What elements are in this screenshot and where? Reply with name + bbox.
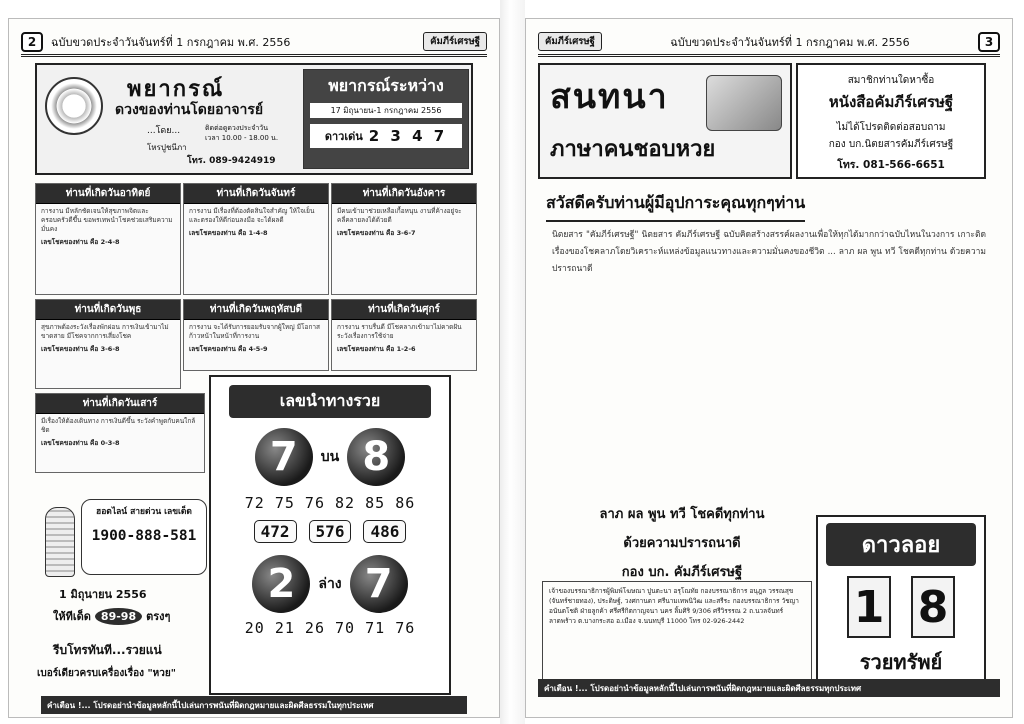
number: 86 bbox=[395, 494, 416, 512]
hotline-ad bbox=[81, 499, 207, 575]
right-page-header bbox=[538, 29, 1000, 57]
star-label: ดาวเด่น bbox=[324, 130, 363, 143]
section-body: การงาน มีหลักชัดเจนให้สุขภาพจิตและครอบครัวดีขึ้น ขอพรเทพนำโชคช่วยเสริมความมั่นคง bbox=[41, 207, 173, 233]
section-sunday bbox=[35, 183, 181, 295]
page-number: 3 bbox=[978, 32, 1000, 52]
number: 85 bbox=[365, 494, 386, 512]
page-number: 2 bbox=[21, 32, 43, 52]
section-title: ท่านที่เกิดวันอังคาร bbox=[332, 184, 476, 204]
section-body: การงาน จะได้รับการยอมรับจากผู้ใหญ่ มีโอกาสก้าวหน้าในหน้าที่การงาน bbox=[189, 323, 321, 340]
subscribe-line4: กอง บก.นิตยสารคัมภีร์เศรษฐี bbox=[828, 139, 954, 150]
subscribe-line2: หนังสือคัมภีร์เศรษฐี bbox=[828, 93, 954, 111]
ad-subheading: ดวงของท่านโดยอาจารย์ bbox=[115, 102, 264, 118]
article-body: นิตยสาร "คัมภีร์เศรษฐี" นิตยสาร คัมภีร์เศรษฐี ฉบับคิดสร้างสรรค์ผลงานเพื่อให้ทุกได้มากกว่าฉบับไหนในวงการ เกาะติดเรื่องของโชคลาภโดยวิเคราะห์แหล่งข้อมูลแนวทางและความมั่นคงของชีวิต ... ลาภ ผล พูน ทวี โชคดีทุกท่าน ด้วยความปรารถนาดี bbox=[552, 230, 986, 274]
promo-text-after: ตรงๆ bbox=[146, 610, 171, 623]
signoff-line1: ลาภ ผล พูน ทวี โชคดีทุกท่าน bbox=[599, 507, 765, 522]
promo-box bbox=[37, 585, 207, 695]
number: 76 bbox=[395, 619, 416, 637]
top-digit-ball: 7 bbox=[255, 428, 313, 486]
issue-title: ฉบับขวดประจำวันจันทร์ที่ 1 กรกฎาคม พ.ศ. 2556 bbox=[51, 35, 291, 49]
promo-text-before: ให้ทีเด็ด bbox=[53, 610, 91, 623]
credits-box bbox=[542, 581, 812, 685]
page-gutter bbox=[500, 0, 525, 724]
hotline-label: ฮอตไลน์ สายด่วน เลขเด็ด bbox=[96, 507, 192, 517]
star-numbers: 2 3 4 7 bbox=[368, 127, 448, 145]
signoff-line2: ด้วยความปรารถนาดี bbox=[623, 536, 741, 551]
number: 20 bbox=[244, 619, 265, 637]
three-digit-number: 486 bbox=[363, 520, 406, 543]
forecast-dates: 17 มิถุนายน-1 กรกฎาคม 2556 bbox=[310, 103, 462, 118]
three-digit-number: 576 bbox=[309, 520, 352, 543]
section-lucky: เลขโชคของท่าน คือ 1-4-8 bbox=[189, 229, 268, 237]
lucky-box-title: เลขนำทางรวย bbox=[229, 385, 431, 418]
floating-caption: รวยทรัพย์ bbox=[859, 650, 943, 674]
section-lucky: เลขโชคของท่าน คือ 3-6-8 bbox=[41, 345, 120, 353]
ad-hours: เวลา 10.00 - 18.00 น. bbox=[205, 134, 279, 142]
subscribe-line3: ไม่ได้โปรดติดต่อสอบถาม bbox=[836, 122, 946, 133]
top-digit-ball: 8 bbox=[347, 428, 405, 486]
section-body: สุขภาพต้องระวังเรื่องพักผ่อน การเงินเข้ามาไม่ขาดสาย มีโชคจากการเสี่ยงโชค bbox=[41, 323, 169, 340]
forecast-title: พยากรณ์ระหว่าง bbox=[328, 76, 444, 95]
footer-warning: คำเตือน !... โปรดอย่านำข้อมูลหลักนี้ไปเล่นการพนันที่ผิดกฎหมายและผิดศีลธรรมทุกประเทศ bbox=[538, 679, 1000, 697]
section-thursday bbox=[183, 299, 329, 371]
number: 71 bbox=[365, 619, 386, 637]
people-illustration bbox=[706, 75, 782, 131]
floating-digit: 8 bbox=[911, 576, 955, 638]
section-title: ท่านที่เกิดวันพฤหัสบดี bbox=[184, 300, 328, 320]
number: 76 bbox=[304, 494, 325, 512]
left-page bbox=[8, 18, 500, 718]
section-tuesday bbox=[331, 183, 477, 295]
footer-warning: คำเตือน !... โปรดอย่านำข้อมูลหลักนี้ไปเล่นการพนันที่ผิดกฎหมายและผิดศีลธรรมในทุกประเทศ bbox=[41, 696, 467, 714]
section-lucky: เลขโชคของท่าน คือ 2-4-8 bbox=[41, 238, 120, 246]
section-saturday bbox=[35, 393, 205, 473]
section-body: การงาน มีเรื่องที่ต้องตัดสินใจสำคัญ ให้ใจเย็นและตรองให้ดีก่อนลงมือ จะได้ผลดี bbox=[189, 207, 315, 224]
floating-numbers-box bbox=[816, 515, 986, 687]
issue-title: ฉบับขวดประจำวันจันทร์ที่ 1 กรกฎาคม พ.ศ. 2556 bbox=[670, 35, 910, 49]
forecast-box bbox=[303, 69, 469, 169]
section-lucky: เลขโชคของท่าน คือ 3-6-7 bbox=[337, 229, 416, 237]
three-digit-number: 472 bbox=[254, 520, 297, 543]
mascot-icon bbox=[45, 507, 75, 577]
ad-phone: โทร. 089-9424919 bbox=[187, 156, 276, 166]
subscribe-phone[interactable]: โทร. 081-566-6651 bbox=[837, 159, 945, 171]
top-label: บน bbox=[320, 449, 340, 465]
number: 21 bbox=[274, 619, 295, 637]
hotline-number[interactable]: 1900-888-581 bbox=[91, 528, 197, 544]
floating-digit: 1 bbox=[847, 576, 891, 638]
bottom-label: ล่าง bbox=[318, 576, 342, 592]
section-body: การงาน ราบรื่นดี มีโชคลาภเข้ามาไม่คาดฝัน ระวังเรื่องการใช้จ่าย bbox=[337, 323, 462, 340]
floating-title: ดาวลอย bbox=[826, 523, 976, 566]
signoff-line3: กอง บก. คัมภีร์เศรษฐี bbox=[621, 565, 743, 580]
section-body: มีเรื่องให้ต้องเดินทาง การเงินดีขึ้น ระวังคำพูดกับคนใกล้ชิด bbox=[41, 417, 196, 434]
section-body: มีคนเข้ามาช่วยเหลือเกื้อหนุน งานที่ค้างอยู่จะคลี่คลายลงได้ด้วยดี bbox=[337, 207, 462, 224]
bottom-two-digit-list bbox=[211, 619, 449, 637]
lucky-numbers-box bbox=[209, 375, 451, 695]
subscribe-box bbox=[796, 63, 986, 179]
promo-line1: รีบโทรทันที...รวยแน่ bbox=[53, 643, 162, 657]
promo-date: 1 มิถุนายน 2556 bbox=[59, 588, 147, 601]
zodiac-wheel-icon bbox=[45, 77, 103, 135]
column-banner bbox=[538, 63, 792, 179]
left-page-header bbox=[21, 29, 487, 57]
banner-title-line1: สนทนา bbox=[550, 77, 669, 117]
section-monday bbox=[183, 183, 329, 295]
section-title: ท่านที่เกิดวันพุธ bbox=[36, 300, 180, 320]
number: 82 bbox=[335, 494, 356, 512]
banner-title-line2: ภาษาคนชอบหวย bbox=[550, 137, 716, 162]
right-page bbox=[525, 18, 1013, 718]
section-friday bbox=[331, 299, 477, 371]
section-title: ท่านที่เกิดวันเสาร์ bbox=[36, 394, 204, 414]
brand-badge: คัมภีร์เศรษฐี bbox=[538, 32, 602, 51]
bottom-digit-ball: 7 bbox=[350, 555, 408, 613]
section-lucky: เลขโชคของท่าน คือ 1-2-6 bbox=[337, 345, 416, 353]
number: 75 bbox=[274, 494, 295, 512]
ad-consult-label: โหรปูชนีภา bbox=[147, 143, 187, 152]
top-two-digit-list bbox=[211, 494, 449, 512]
bottom-digit-ball: 2 bbox=[252, 555, 310, 613]
credits-text: เจ้าของบรรณาธิการผู้พิมพ์โฆษณา ปูนตะนา อรุโณทัย กองบรรณาธิการ อนุฎล วรรณสุข (จันทร์ชายทอง), ประดิษฐ์, วงศกานดา ศรีนามเทพนิวิฒ และสรีระ กองบรรณาธิการ วัชญา อนันตโชติ ฝ่ายลูกค้า ศรีศรีกิตกาญจนา นคร ลิ้มศิริ 9/306 ศรีวิรรรณ 2 ถ.นวลจันทร์ ลาดพร้าว ต.บางกระสอ อ.เมือง จ.นนทบุรี 11000 โทร 02-926-2442 bbox=[549, 587, 799, 625]
signoff-block bbox=[552, 503, 812, 582]
number: 26 bbox=[304, 619, 325, 637]
horoscope-ad bbox=[35, 63, 473, 175]
section-title: ท่านที่เกิดวันจันทร์ bbox=[184, 184, 328, 204]
promo-highlight: 89-98 bbox=[95, 608, 142, 625]
section-lucky: เลขโชคของท่าน คือ 0-3-8 bbox=[41, 439, 120, 447]
section-lucky: เลขโชคของท่าน คือ 4-5-9 bbox=[189, 345, 268, 353]
brand-badge: คัมภีร์เศรษฐี bbox=[423, 32, 487, 51]
number: 70 bbox=[335, 619, 356, 637]
section-title: ท่านที่เกิดวันอาทิตย์ bbox=[36, 184, 180, 204]
section-wednesday bbox=[35, 299, 181, 389]
section-title: ท่านที่เกิดวันศุกร์ bbox=[332, 300, 476, 320]
subscribe-line1: สมาชิกท่านใดหาซื้อ bbox=[847, 75, 935, 86]
number: 72 bbox=[244, 494, 265, 512]
ad-office-line: ติดต่อดูดวงประจำวัน bbox=[205, 124, 268, 132]
greeting-heading: สวัสดีครับท่านผู้มีอุปการะคุณทุกๆท่าน bbox=[546, 191, 805, 222]
ad-byline: ...โดย... bbox=[147, 126, 181, 136]
promo-line2: เบอร์เดียวครบเครื่องเรื่อง "หวย" bbox=[37, 668, 176, 679]
ad-heading: พยากรณ์ bbox=[127, 77, 225, 102]
three-digit-sets bbox=[211, 520, 449, 543]
